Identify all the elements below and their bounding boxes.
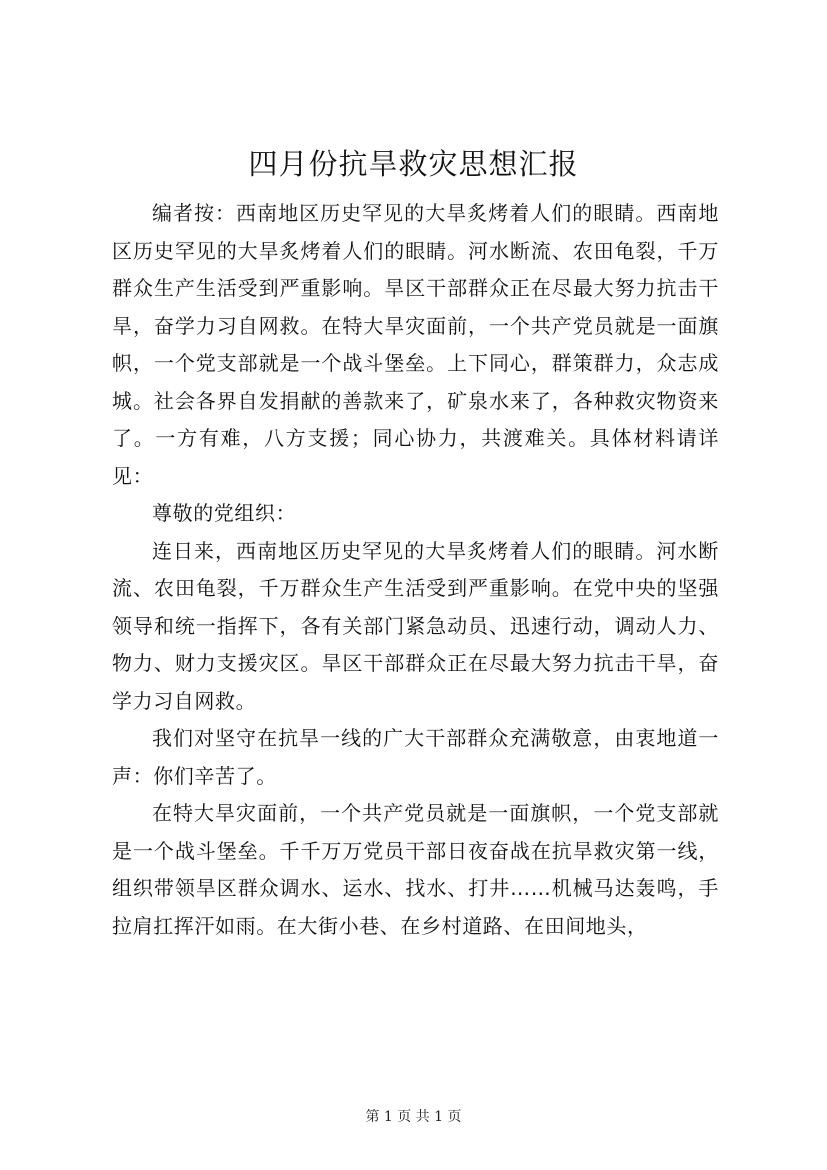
editor-note-paragraph: 编者按：西南地区历史罕见的大旱炙烤着人们的眼睛。西南地区历史罕见的大旱炙烤着人们的眼睛。河水断流、农田龟裂，千万群众生产生活受到严重影响。旱区干部群众正在尽最大努力抗击干旱，奋学力习自网救。在特大旱灾面前，一个共产党员就是一面旗帜，一个党支部就是一个战斗堡垒。上下同心，群策群力，众志成城。社会各界自发捐献的善款来了，矿泉水来了，各种救灾物资来了。一方有难，八方支援；同心协力，共渡难关。具体材料请详见： (112, 201, 719, 488)
salutation-paragraph: 尊敬的党组织： (152, 501, 297, 525)
page-footer: 第 1 页 共 1 页 (365, 1109, 462, 1125)
document-body (112, 195, 719, 945)
page-title: 四月份抗旱救灾思想汇报 (248, 147, 579, 181)
body-paragraph: 我们对坚守在抗旱一线的广大干部群众充满敬意，由衷地道一声：你们辛苦了。 (112, 726, 719, 788)
body-paragraph: 连日来，西南地区历史罕见的大旱炙烤着人们的眼睛。河水断流、农田龟裂，千万群众生产生活受到严重影响。在党中央的坚强领导和统一指挥下，各有关部门紧急动员、迅速行动，调动人力、物力、财力支援灾区。旱区干部群众正在尽最大努力抗击干旱，奋学力习自网救。 (112, 538, 719, 713)
body-paragraph: 在特大旱灾面前，一个共产党员就是一面旗帜，一个党支部就是一个战斗堡垒。千千万万党员干部日夜奋战在抗旱救灾第一线，组织带领旱区群众调水、运水、找水、打井……机械马达轰鸣，手拉肩扛挥汗如雨。在大街小巷、在乡村道路、在田间地头， (112, 801, 719, 938)
